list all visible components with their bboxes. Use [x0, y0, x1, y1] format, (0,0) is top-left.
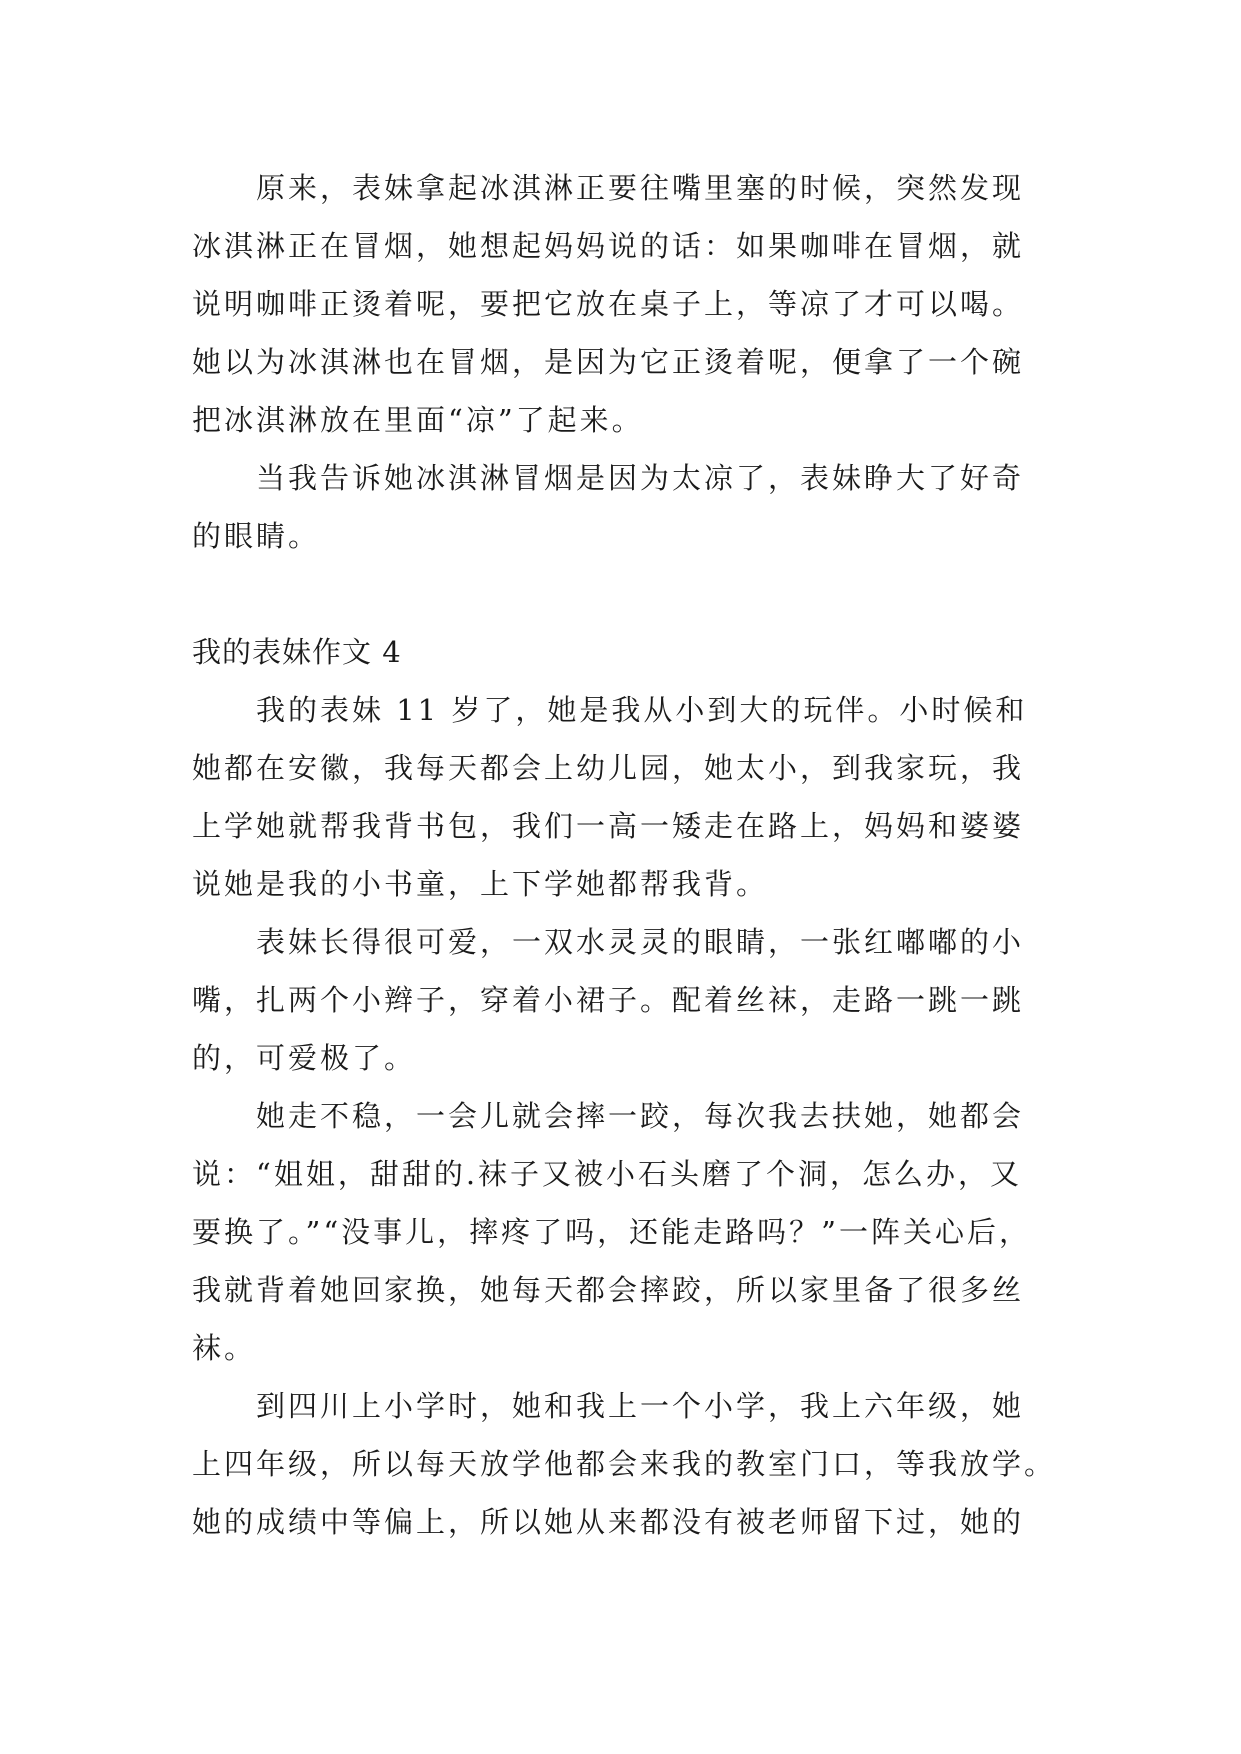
text-line: 说她是我的小书童，上下学她都帮我背。: [192, 867, 769, 901]
paragraph: [192, 1087, 1052, 1377]
text-line: 她的成绩中等偏上，所以她从来都没有被老师留下过，她的: [192, 1505, 1025, 1539]
text-line: 要换了。”“没事儿，摔疼了吗，还能走路吗？”一阵关心后，: [192, 1215, 1031, 1249]
paragraph: [192, 681, 1052, 913]
paragraph: [192, 159, 1052, 449]
paragraph: [192, 1377, 1057, 1551]
text-line: 说明咖啡正烫着呢，要把它放在桌子上，等凉了才可以喝。: [192, 287, 1025, 321]
text-line: 冰淇淋正在冒烟，她想起妈妈说的话：如果咖啡在冒烟，就: [192, 229, 1025, 263]
text-line: 说：“姐姐，甜甜的.袜子又被小石头磨了个洞，怎么办，又: [192, 1157, 1023, 1191]
text-line: 我就背着她回家换，她每天都会摔跤，所以家里备了很多丝: [192, 1273, 1025, 1307]
text-line: 上学她就帮我背书包，我们一高一矮走在路上，妈妈和婆婆: [192, 809, 1025, 843]
text-line: 当我告诉她冰淇淋冒烟是因为太凉了，表妹睁大了好奇: [256, 461, 1025, 495]
text-line: 把冰淇淋放在里面“凉”了起来。: [192, 403, 644, 437]
blank-line: [192, 565, 1052, 623]
section-title: 我的表妹作文 4: [192, 635, 402, 669]
text-line: 我的表妹 11 岁了，她是我从小到大的玩伴。小时候和: [256, 693, 1028, 727]
paragraph: [192, 449, 1052, 565]
document-body: [192, 159, 1057, 1551]
text-line: 嘴，扎两个小辫子，穿着小裙子。配着丝袜，走路一跳一跳: [192, 983, 1025, 1017]
paragraph: [192, 913, 1052, 1087]
text-line: 的，可爱极了。: [192, 1041, 417, 1075]
text-line: 她都在安徽，我每天都会上幼儿园，她太小，到我家玩，我: [192, 751, 1025, 785]
text-line: 到四川上小学时，她和我上一个小学，我上六年级，她: [256, 1389, 1025, 1423]
text-line: 她以为冰淇淋也在冒烟，是因为它正烫着呢，便拿了一个碗: [192, 345, 1025, 379]
text-line: 原来，表妹拿起冰淇淋正要往嘴里塞的时候，突然发现: [256, 171, 1025, 205]
text-line: 袜。: [192, 1331, 257, 1365]
text-line: 的眼睛。: [192, 519, 321, 553]
text-line: 表妹长得很可爱，一双水灵灵的眼睛，一张红嘟嘟的小: [256, 925, 1025, 959]
text-line: 她走不稳，一会儿就会摔一跤，每次我去扶她，她都会: [256, 1099, 1025, 1133]
text-line: 上四年级，所以每天放学他都会来我的教室门口，等我放学。: [192, 1447, 1057, 1481]
